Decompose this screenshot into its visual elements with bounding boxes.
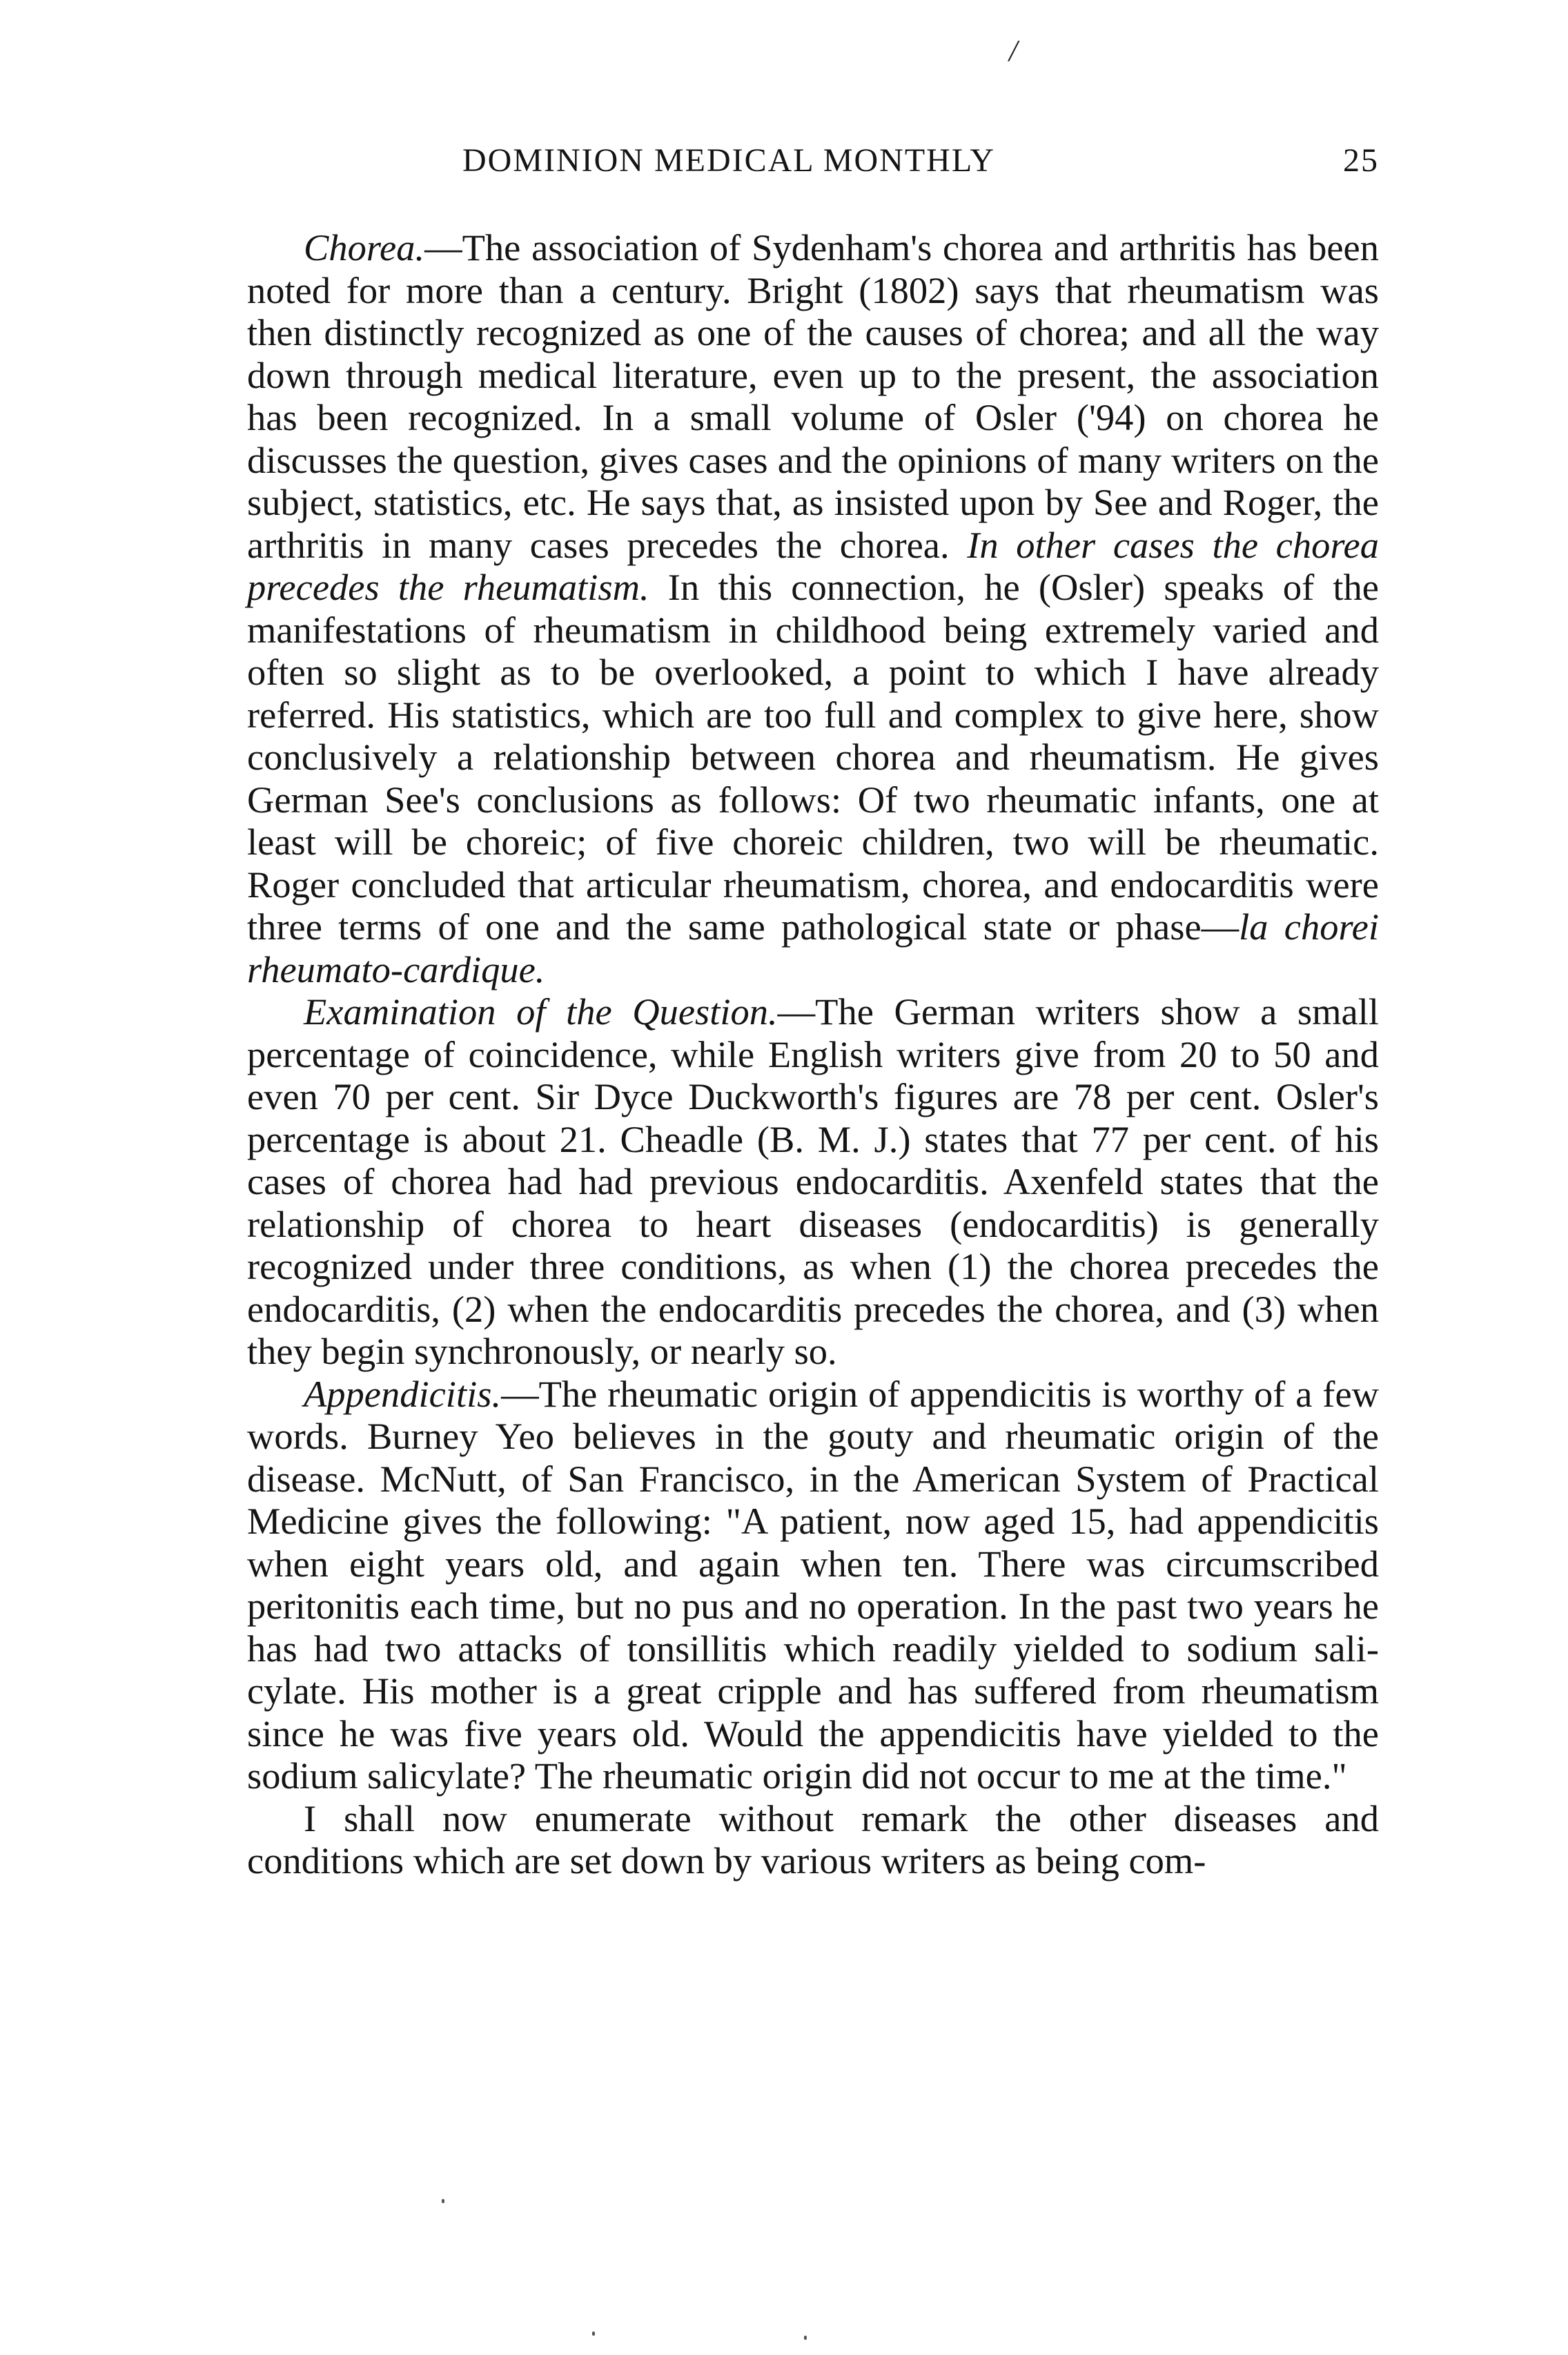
scan-speck <box>442 2199 444 2203</box>
paragraph-text: I shall now enumerate without remark the other diseases and conditions which are set down by various writers as being com- <box>247 1797 1379 1882</box>
page-number: 25 <box>1343 142 1379 179</box>
section-heading-appendicitis: Appendicitis. <box>304 1372 502 1415</box>
paragraph-appendicitis <box>247 1373 1379 1797</box>
journal-title: DOMINION MEDICAL MONTHLY <box>462 142 996 179</box>
paragraph-chorea <box>247 226 1379 990</box>
paragraph-text: —The association of Sydenham's chorea and arthritis has been noted for more than a century. Bright (1802) says that rheumatism was then distinctly recognized as one of the causes of chorea; and all the way down through medical literature, even up to the present, the association has been recognized. In a small volume of Osler ('94) on chorea he discusses the question, gives cases and the opinions of many writers on the subject, statistics, etc. He says that, as insisted upon by See and Roger, the arthritis in many cases precedes the chorea. <box>247 226 1379 566</box>
article-body <box>247 226 1379 1882</box>
paragraph-examination <box>247 990 1379 1373</box>
paragraph-italic-ending: la chorei rheumato-cardique. <box>247 906 1379 990</box>
paragraph-text: —The rheumatic origin of appendicitis is worthy of a few words. Burney Yeo believes in the gouty and rheumatic origin of the disease. McNutt, of San Francisco, in the American System of Practical Medicine gives the following: "A patient, now aged 15, had appendicitis when eight years old, and again when ten. There was circumscribed peritonitis each time, but no pus and no operation. In the past two years he has had two attacks of tonsillitis which readily yielded to sodium salicylate. His mother is a great cripple and has suffered from rheumatism since he was five years old. Would the appendicitis have yielded to the sodium salicylate? The rheumatic origin did not occur to me at the time." <box>247 1372 1379 1797</box>
paragraph-text-continued: In this connection, he (Osler) speaks of the manifestations of rheumatism in childhood being extremely varied and often so slight as to be overlooked, a point to which I have already referred. His statistics, which are too full and complex to give here, show conclusively a relationship between chorea and rheumatism. He gives German See's conclusions as follows: Of two rheumatic infants, one at least will be choreic; of five choreic children, two will be rheumatic. Roger concluded that articular rheumatism, chorea, and endocarditis were three terms of one and the same pathological state or phase— <box>247 566 1379 948</box>
stray-pen-mark: / <box>1009 34 1018 68</box>
scan-speck <box>592 2332 595 2336</box>
section-heading-examination: Examination of the Question. <box>304 990 778 1033</box>
paragraph-italic-text: In other cases the chorea precedes the rheumatism. <box>247 523 1379 608</box>
running-header <box>248 141 1379 190</box>
scan-speck <box>804 2336 807 2340</box>
paragraph-enumeration <box>247 1797 1379 1882</box>
paragraph-text: —The German writers show a small percentage of coincidence, while English writers give from 20 to 50 and even 70 per cent. Sir Dyce Duckworth's figures are 78 per cent. Osler's percentage is about 21. Cheadle (B. M. J.) states that 77 per cent. of his cases of chorea had had previous endocarditis. Axenfeld states that the relationship of chorea to heart diseases (endocarditis) is generally recognized under three conditions, as when (1) the chorea precedes the endocarditis, (2) when the endocarditis precedes the chorea, and (3) when they begin synchronously, or nearly so. <box>247 990 1379 1372</box>
section-heading-chorea: Chorea. <box>304 226 425 268</box>
